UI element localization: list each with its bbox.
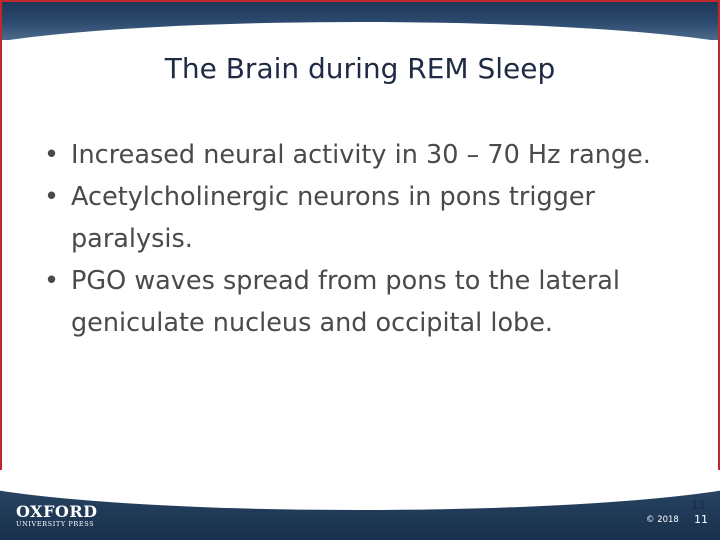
logo-main-text: OXFORD (16, 502, 98, 521)
frame-border-top (0, 0, 720, 2)
page-number-upper: 11 (691, 498, 707, 512)
bullet-list (44, 134, 694, 344)
logo-sub-text: UNIVERSITY PRESS (16, 520, 95, 528)
slide-title: The Brain during REM Sleep (164, 52, 556, 85)
bullet-text: Acetylcholinergic neurons in pons trigger paralysis. (71, 182, 596, 254)
oxford-logo (16, 504, 98, 529)
bullet-text: PGO waves spread from pons to the lateral geniculate nucleus and occipital lobe. (71, 266, 621, 338)
copyright-text: © 2018 (646, 515, 679, 525)
bullet-marker: • (44, 266, 60, 296)
bullet-text: Increased neural activity in 30 – 70 Hz range. (71, 140, 651, 170)
bullet-item (44, 260, 694, 344)
bullet-marker: • (44, 182, 60, 212)
bullet-marker: • (44, 140, 60, 170)
bullet-item (44, 134, 694, 176)
page-number: 11 (694, 513, 708, 526)
bullet-item (44, 176, 694, 260)
